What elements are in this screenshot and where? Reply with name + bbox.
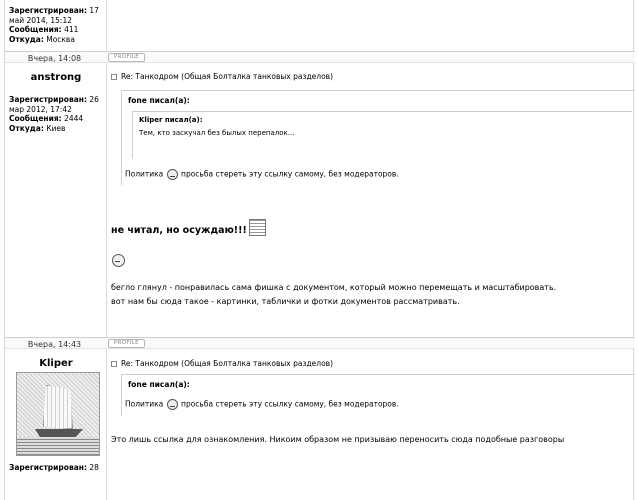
quote-outer-text: [125, 169, 399, 180]
post-time: Вчера, 14:08: [27, 54, 82, 63]
avatar: [16, 372, 100, 456]
profile-button[interactable]: PROFILE: [108, 339, 145, 348]
post-title-text: Re: Танкодром (Общая Болталка танковых разделов): [121, 359, 334, 368]
big-text: не читал, но осуждаю!!!: [111, 225, 247, 236]
post-author[interactable]: Kliper: [39, 358, 73, 369]
registered-value: 26: [89, 95, 99, 104]
avatar-sail: [43, 385, 73, 429]
registered-value: 28: [89, 463, 99, 472]
post1-smile-line: [111, 254, 126, 267]
post1-body-line1: бегло глянул - понравилась сама фишка с документом, который можно перемещать и масштабировать.: [111, 283, 557, 292]
post2-header-row: [5, 337, 635, 349]
from-label: Откуда:: [9, 34, 44, 44]
post-title-text: Re: Танкодром (Общая Болталка танковых разделов): [121, 72, 334, 81]
from-value: Москва: [46, 34, 75, 44]
quote-text-b: просьба стереть эту ссылку самому, без модераторов.: [181, 169, 399, 179]
registered-label: Зарегистрирован:: [9, 6, 87, 15]
from-label: Откуда:: [9, 123, 44, 133]
quote-text-a: Политика: [125, 169, 164, 179]
avatar-hull: [35, 429, 83, 437]
quote-outer: [121, 90, 635, 185]
document-icon: [249, 219, 266, 236]
forum-frame: [4, 0, 634, 500]
post2-user-info: [9, 463, 99, 473]
post-title: [111, 359, 333, 368]
quote-inner-text: Тем, кто заскучал без былых перепалок...: [139, 129, 295, 137]
post2-body-line: Это лишь ссылка для ознакомления. Никоим образом не призываю переносить сюда подобные разговоры: [111, 435, 565, 444]
from-value: Киев: [46, 123, 66, 133]
profile-button[interactable]: PROFILE: [108, 53, 145, 62]
smiley-icon: [167, 399, 178, 410]
smiley-icon: [167, 169, 178, 180]
avatar-sea: [17, 437, 99, 455]
messages-label: Сообщения:: [9, 114, 62, 124]
registered-date: май 2014, 15:12: [9, 15, 72, 25]
messages-value: 411: [64, 25, 79, 35]
post1-big-line: [111, 222, 266, 239]
post-icon: [111, 74, 117, 80]
messages-value: 2444: [64, 114, 84, 124]
column-divider: [106, 0, 107, 500]
registered-value: 17: [89, 6, 99, 15]
messages-label: Сообщения:: [9, 25, 62, 35]
post-author[interactable]: anstrong: [30, 72, 82, 83]
post-title: [111, 72, 333, 81]
registered-label: Зарегистрирован:: [9, 95, 87, 104]
registered-date: мар 2012, 17:42: [9, 104, 72, 114]
quote-text-a: Политика: [125, 399, 164, 409]
post-icon: [111, 361, 117, 367]
post1-header-row: [5, 51, 635, 63]
registered-label: Зарегистрирован:: [9, 463, 87, 472]
post0-user-info: [9, 6, 99, 44]
post-time: Вчера, 14:43: [27, 340, 82, 349]
quote-inner-author: Kliper писал(а):: [139, 116, 203, 124]
post1-body-line2: вот нам бы сюда такое - картинки, таблички и фотки документов рассматривать.: [111, 297, 460, 306]
quote-outer: [121, 374, 635, 416]
quote-inner: [132, 111, 632, 159]
quote-author: fone писал(а):: [128, 380, 190, 389]
post1-user-info: [9, 95, 99, 133]
smiley-icon: [112, 254, 125, 267]
quote-author: fone писал(а):: [128, 96, 190, 105]
quote-text: [125, 399, 399, 410]
quote-text-b: просьба стереть эту ссылку самому, без модераторов.: [181, 399, 399, 409]
